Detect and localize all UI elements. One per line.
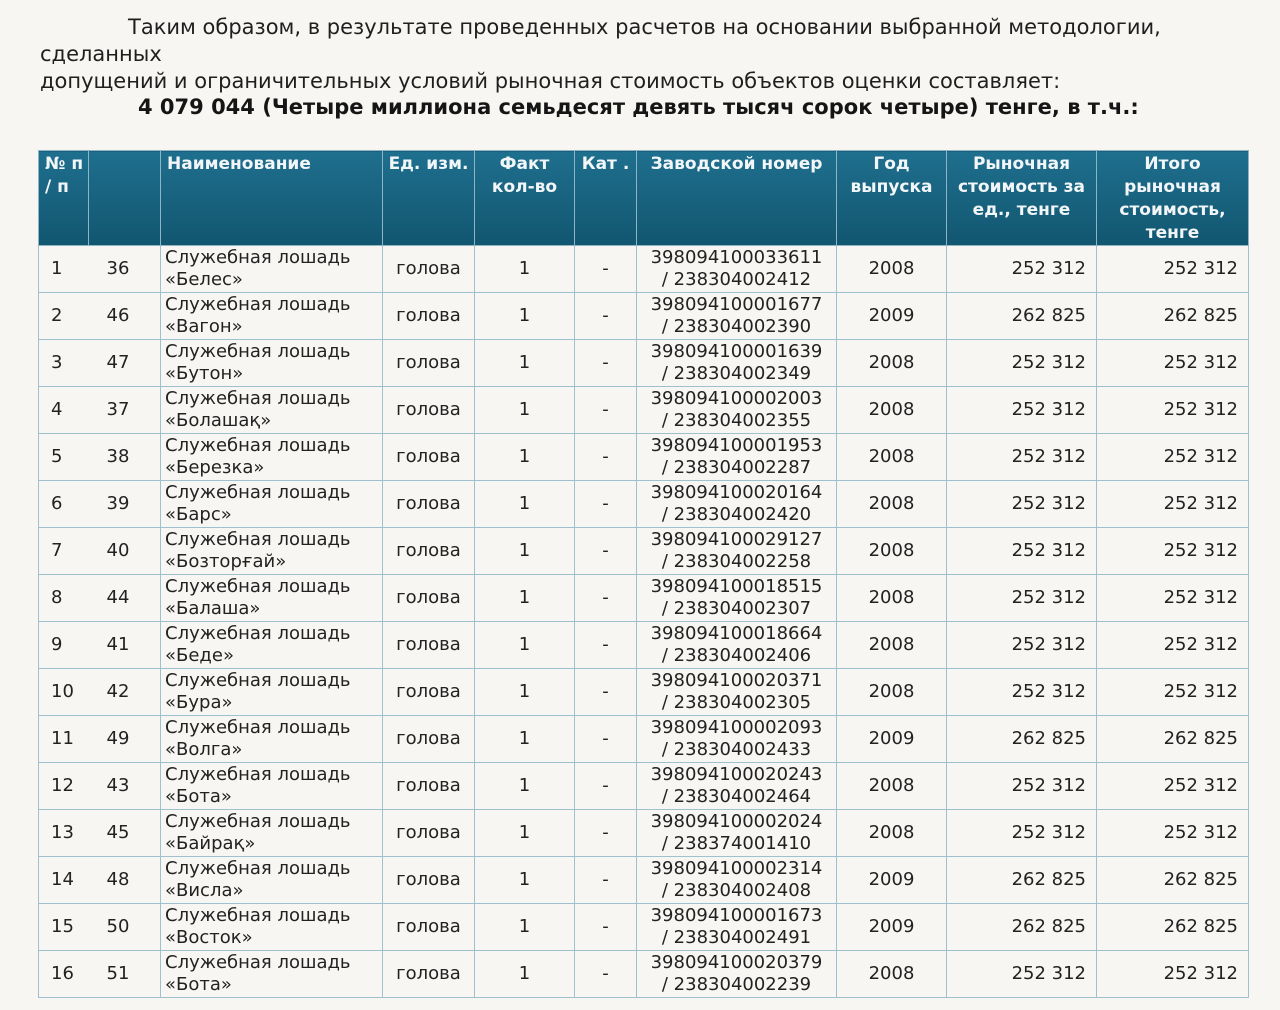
total-price-cell: 262 825 bbox=[1097, 716, 1249, 763]
unit-price-cell: 252 312 bbox=[947, 951, 1097, 998]
unit-price-cell: 252 312 bbox=[947, 622, 1097, 669]
serial-number-line-2: / 238304002408 bbox=[661, 880, 812, 901]
row-number: 4 bbox=[39, 387, 89, 434]
row-number: 2 bbox=[39, 293, 89, 340]
unit-cell: голова bbox=[383, 716, 475, 763]
category-cell: - bbox=[575, 293, 637, 340]
unit-price-cell: 252 312 bbox=[947, 387, 1097, 434]
year-cell: 2008 bbox=[837, 528, 947, 575]
serial-number-line-2: / 238304002349 bbox=[661, 363, 812, 384]
year-cell: 2009 bbox=[837, 904, 947, 951]
item-name-line-2: «Белес» bbox=[165, 269, 243, 290]
unit-price-cell: 252 312 bbox=[947, 434, 1097, 481]
serial-number-line-1: 398094100018515 bbox=[650, 576, 823, 597]
unit-cell: голова bbox=[383, 528, 475, 575]
year-cell: 2008 bbox=[837, 387, 947, 434]
header-num: № п / п bbox=[39, 151, 89, 246]
quantity-cell: 1 bbox=[475, 293, 575, 340]
inventory-id: 38 bbox=[89, 434, 161, 481]
table-body bbox=[39, 246, 1249, 998]
row-number: 9 bbox=[39, 622, 89, 669]
quantity-cell: 1 bbox=[475, 904, 575, 951]
inventory-id: 40 bbox=[89, 528, 161, 575]
year-cell: 2008 bbox=[837, 810, 947, 857]
category-cell: - bbox=[575, 575, 637, 622]
serial-number-line-2: / 238304002390 bbox=[661, 316, 812, 337]
row-number: 8 bbox=[39, 575, 89, 622]
header-cat: Кат . bbox=[575, 151, 637, 246]
serial-number-line-1: 398094100002003 bbox=[650, 388, 823, 409]
item-name-line-1: Служебная лошадь bbox=[165, 576, 351, 597]
inventory-id: 43 bbox=[89, 763, 161, 810]
item-name-line-2: «Беде» bbox=[165, 645, 234, 666]
header-spacer bbox=[89, 151, 161, 246]
unit-price-cell: 252 312 bbox=[947, 669, 1097, 716]
table-row bbox=[39, 528, 1249, 575]
serial-number-line-1: 398094100033611 bbox=[650, 247, 823, 268]
category-cell: - bbox=[575, 857, 637, 904]
serial-number bbox=[637, 293, 837, 340]
item-name-line-1: Служебная лошадь bbox=[165, 529, 351, 550]
table-row bbox=[39, 810, 1249, 857]
item-name-line-1: Служебная лошадь bbox=[165, 623, 351, 644]
total-price-cell: 252 312 bbox=[1097, 810, 1249, 857]
item-name-line-2: «Бутон» bbox=[165, 363, 244, 384]
serial-number-line-1: 398094100029127 bbox=[650, 529, 823, 550]
serial-number bbox=[637, 716, 837, 763]
unit-cell: голова bbox=[383, 481, 475, 528]
serial-number-line-2: / 238304002433 bbox=[661, 739, 812, 760]
unit-price-cell: 262 825 bbox=[947, 857, 1097, 904]
item-name-line-1: Служебная лошадь bbox=[165, 952, 351, 973]
inventory-id: 37 bbox=[89, 387, 161, 434]
total-price-cell: 252 312 bbox=[1097, 434, 1249, 481]
item-name-line-2: «Байрақ» bbox=[165, 833, 256, 854]
category-cell: - bbox=[575, 951, 637, 998]
serial-number-line-2: / 238304002258 bbox=[661, 551, 812, 572]
header-total: Итого рыночная стоимость, тенге bbox=[1097, 151, 1249, 246]
unit-cell: голова bbox=[383, 857, 475, 904]
category-cell: - bbox=[575, 669, 637, 716]
inventory-id: 48 bbox=[89, 857, 161, 904]
table-row bbox=[39, 951, 1249, 998]
year-cell: 2008 bbox=[837, 622, 947, 669]
quantity-cell: 1 bbox=[475, 622, 575, 669]
unit-price-cell: 252 312 bbox=[947, 340, 1097, 387]
total-price-cell: 252 312 bbox=[1097, 246, 1249, 293]
item-name bbox=[161, 481, 383, 528]
year-cell: 2008 bbox=[837, 246, 947, 293]
serial-number bbox=[637, 575, 837, 622]
inventory-id: 39 bbox=[89, 481, 161, 528]
serial-number bbox=[637, 669, 837, 716]
table-row bbox=[39, 669, 1249, 716]
valuation-table bbox=[38, 150, 1249, 998]
row-number: 1 bbox=[39, 246, 89, 293]
item-name-line-2: «Бозторғай» bbox=[165, 551, 287, 572]
item-name-line-2: «Барс» bbox=[165, 504, 232, 525]
unit-cell: голова bbox=[383, 434, 475, 481]
table-row bbox=[39, 857, 1249, 904]
quantity-cell: 1 bbox=[475, 434, 575, 481]
unit-cell: голова bbox=[383, 622, 475, 669]
item-name-line-1: Служебная лошадь bbox=[165, 670, 351, 691]
inventory-id: 41 bbox=[89, 622, 161, 669]
year-cell: 2008 bbox=[837, 340, 947, 387]
item-name bbox=[161, 810, 383, 857]
quantity-cell: 1 bbox=[475, 951, 575, 998]
header-price: Рыночная стоимость за ед., тенге bbox=[947, 151, 1097, 246]
item-name-line-1: Служебная лошадь bbox=[165, 764, 351, 785]
total-price-cell: 262 825 bbox=[1097, 293, 1249, 340]
serial-number-line-1: 398094100020371 bbox=[650, 670, 823, 691]
table-row bbox=[39, 246, 1249, 293]
item-name-line-1: Служебная лошадь bbox=[165, 482, 351, 503]
table-row bbox=[39, 763, 1249, 810]
inventory-id: 44 bbox=[89, 575, 161, 622]
item-name-line-1: Служебная лошадь bbox=[165, 294, 351, 315]
row-number: 14 bbox=[39, 857, 89, 904]
total-price-cell: 262 825 bbox=[1097, 904, 1249, 951]
inventory-id: 49 bbox=[89, 716, 161, 763]
unit-cell: голова bbox=[383, 246, 475, 293]
serial-number-line-2: / 238304002305 bbox=[661, 692, 812, 713]
total-price-cell: 252 312 bbox=[1097, 340, 1249, 387]
serial-number bbox=[637, 622, 837, 669]
serial-number bbox=[637, 340, 837, 387]
inventory-id: 50 bbox=[89, 904, 161, 951]
item-name bbox=[161, 857, 383, 904]
serial-number bbox=[637, 528, 837, 575]
serial-number-line-2: / 238304002491 bbox=[661, 927, 812, 948]
table-row bbox=[39, 904, 1249, 951]
row-number: 7 bbox=[39, 528, 89, 575]
item-name-line-1: Служебная лошадь bbox=[165, 247, 351, 268]
unit-price-cell: 262 825 bbox=[947, 293, 1097, 340]
serial-number-line-2: / 238304002239 bbox=[661, 974, 812, 995]
item-name bbox=[161, 904, 383, 951]
serial-number bbox=[637, 434, 837, 481]
item-name-line-2: «Висла» bbox=[165, 880, 244, 901]
unit-cell: голова bbox=[383, 387, 475, 434]
header-serial: Заводской номер bbox=[637, 151, 837, 246]
serial-number-line-1: 398094100001953 bbox=[650, 435, 823, 456]
serial-number bbox=[637, 951, 837, 998]
total-price-cell: 252 312 bbox=[1097, 481, 1249, 528]
unit-price-cell: 262 825 bbox=[947, 904, 1097, 951]
serial-number-line-1: 398094100001639 bbox=[650, 341, 823, 362]
item-name-line-1: Служебная лошадь bbox=[165, 341, 351, 362]
serial-number-line-1: 398094100018664 bbox=[650, 623, 823, 644]
serial-number bbox=[637, 904, 837, 951]
table-row bbox=[39, 293, 1249, 340]
year-cell: 2008 bbox=[837, 434, 947, 481]
serial-number bbox=[637, 763, 837, 810]
quantity-cell: 1 bbox=[475, 481, 575, 528]
unit-cell: голова bbox=[383, 951, 475, 998]
unit-price-cell: 252 312 bbox=[947, 246, 1097, 293]
row-number: 11 bbox=[39, 716, 89, 763]
item-name-line-2: «Бота» bbox=[165, 974, 232, 995]
serial-number-line-2: / 238304002287 bbox=[661, 457, 812, 478]
item-name bbox=[161, 528, 383, 575]
item-name bbox=[161, 622, 383, 669]
category-cell: - bbox=[575, 904, 637, 951]
item-name-line-2: «Бота» bbox=[165, 786, 232, 807]
item-name-line-1: Служебная лошадь bbox=[165, 858, 351, 879]
serial-number-line-2: / 238304002420 bbox=[661, 504, 812, 525]
inventory-id: 51 bbox=[89, 951, 161, 998]
unit-cell: голова bbox=[383, 669, 475, 716]
year-cell: 2008 bbox=[837, 669, 947, 716]
year-cell: 2008 bbox=[837, 575, 947, 622]
category-cell: - bbox=[575, 716, 637, 763]
serial-number-line-1: 398094100002314 bbox=[650, 858, 823, 879]
unit-cell: голова bbox=[383, 575, 475, 622]
quantity-cell: 1 bbox=[475, 763, 575, 810]
inventory-id: 45 bbox=[89, 810, 161, 857]
item-name-line-2: «Вагон» bbox=[165, 316, 243, 337]
row-number: 13 bbox=[39, 810, 89, 857]
item-name bbox=[161, 951, 383, 998]
table-row bbox=[39, 387, 1249, 434]
unit-price-cell: 252 312 bbox=[947, 481, 1097, 528]
serial-number-line-1: 398094100020164 bbox=[650, 482, 823, 503]
quantity-cell: 1 bbox=[475, 716, 575, 763]
item-name-line-2: «Болашақ» bbox=[165, 410, 272, 431]
total-value-summary: 4 079 044 (Четыре миллиона семьдесят девять тысяч сорок четыре) тенге, в т.ч.: bbox=[138, 95, 1139, 119]
item-name bbox=[161, 763, 383, 810]
unit-price-cell: 252 312 bbox=[947, 810, 1097, 857]
item-name-line-1: Служебная лошадь bbox=[165, 435, 351, 456]
serial-number-line-1: 398094100001673 bbox=[650, 905, 823, 926]
serial-number-line-2: / 238304002406 bbox=[661, 645, 812, 666]
row-number: 16 bbox=[39, 951, 89, 998]
header-name: Наименование bbox=[161, 151, 383, 246]
inventory-id: 36 bbox=[89, 246, 161, 293]
item-name bbox=[161, 387, 383, 434]
total-price-cell: 252 312 bbox=[1097, 528, 1249, 575]
table-header-row bbox=[39, 151, 1249, 246]
year-cell: 2009 bbox=[837, 857, 947, 904]
total-price-cell: 252 312 bbox=[1097, 763, 1249, 810]
item-name-line-1: Служебная лошадь bbox=[165, 717, 351, 738]
category-cell: - bbox=[575, 481, 637, 528]
serial-number-line-2: / 238304002307 bbox=[661, 598, 812, 619]
serial-number bbox=[637, 387, 837, 434]
item-name bbox=[161, 434, 383, 481]
category-cell: - bbox=[575, 340, 637, 387]
item-name-line-1: Служебная лошадь bbox=[165, 388, 351, 409]
unit-price-cell: 252 312 bbox=[947, 528, 1097, 575]
inventory-id: 46 bbox=[89, 293, 161, 340]
unit-cell: голова bbox=[383, 763, 475, 810]
item-name bbox=[161, 293, 383, 340]
category-cell: - bbox=[575, 528, 637, 575]
quantity-cell: 1 bbox=[475, 387, 575, 434]
unit-price-cell: 252 312 bbox=[947, 763, 1097, 810]
total-price-cell: 252 312 bbox=[1097, 387, 1249, 434]
category-cell: - bbox=[575, 246, 637, 293]
header-qty: Факт кол-во bbox=[475, 151, 575, 246]
item-name-line-1: Служебная лошадь bbox=[165, 811, 351, 832]
quantity-cell: 1 bbox=[475, 246, 575, 293]
item-name bbox=[161, 716, 383, 763]
serial-number-line-2: / 238304002412 bbox=[661, 269, 812, 290]
year-cell: 2009 bbox=[837, 716, 947, 763]
unit-cell: голова bbox=[383, 904, 475, 951]
category-cell: - bbox=[575, 810, 637, 857]
intro-paragraph bbox=[40, 14, 1260, 95]
row-number: 5 bbox=[39, 434, 89, 481]
table-row bbox=[39, 340, 1249, 387]
intro-line-1: Таким образом, в результате проведенных расчетов на основании выбранной методологии, сделанных bbox=[40, 15, 1161, 66]
row-number: 6 bbox=[39, 481, 89, 528]
table-row bbox=[39, 481, 1249, 528]
unit-cell: голова bbox=[383, 293, 475, 340]
quantity-cell: 1 bbox=[475, 857, 575, 904]
quantity-cell: 1 bbox=[475, 669, 575, 716]
serial-number-line-2: / 238374001410 bbox=[661, 833, 812, 854]
serial-number bbox=[637, 246, 837, 293]
serial-number-line-1: 398094100001677 bbox=[650, 294, 823, 315]
serial-number-line-1: 398094100020243 bbox=[650, 764, 823, 785]
category-cell: - bbox=[575, 387, 637, 434]
total-price-cell: 262 825 bbox=[1097, 857, 1249, 904]
unit-cell: голова bbox=[383, 340, 475, 387]
row-number: 15 bbox=[39, 904, 89, 951]
serial-number bbox=[637, 810, 837, 857]
total-price-cell: 252 312 bbox=[1097, 951, 1249, 998]
serial-number bbox=[637, 857, 837, 904]
row-number: 3 bbox=[39, 340, 89, 387]
header-unit: Ед. изм. bbox=[383, 151, 475, 246]
item-name-line-2: «Волга» bbox=[165, 739, 243, 760]
serial-number-line-2: / 238304002464 bbox=[661, 786, 812, 807]
year-cell: 2008 bbox=[837, 481, 947, 528]
total-price-cell: 252 312 bbox=[1097, 622, 1249, 669]
year-cell: 2008 bbox=[837, 951, 947, 998]
unit-cell: голова bbox=[383, 810, 475, 857]
inventory-id: 47 bbox=[89, 340, 161, 387]
serial-number bbox=[637, 481, 837, 528]
item-name-line-2: «Березка» bbox=[165, 457, 265, 478]
item-name bbox=[161, 575, 383, 622]
inventory-id: 42 bbox=[89, 669, 161, 716]
serial-number-line-1: 398094100020379 bbox=[650, 952, 823, 973]
row-number: 10 bbox=[39, 669, 89, 716]
item-name-line-1: Служебная лошадь bbox=[165, 905, 351, 926]
category-cell: - bbox=[575, 622, 637, 669]
item-name bbox=[161, 669, 383, 716]
serial-number-line-1: 398094100002024 bbox=[650, 811, 823, 832]
category-cell: - bbox=[575, 763, 637, 810]
quantity-cell: 1 bbox=[475, 575, 575, 622]
total-price-cell: 252 312 bbox=[1097, 575, 1249, 622]
category-cell: - bbox=[575, 434, 637, 481]
quantity-cell: 1 bbox=[475, 810, 575, 857]
item-name bbox=[161, 246, 383, 293]
table-row bbox=[39, 575, 1249, 622]
intro-line-2: допущений и ограничительных условий рыночная стоимость объектов оценки составляет: bbox=[40, 69, 1061, 93]
year-cell: 2008 bbox=[837, 763, 947, 810]
table-row bbox=[39, 622, 1249, 669]
year-cell: 2009 bbox=[837, 293, 947, 340]
table-row bbox=[39, 716, 1249, 763]
serial-number-line-1: 398094100002093 bbox=[650, 717, 823, 738]
quantity-cell: 1 bbox=[475, 528, 575, 575]
table-row bbox=[39, 434, 1249, 481]
unit-price-cell: 252 312 bbox=[947, 575, 1097, 622]
quantity-cell: 1 bbox=[475, 340, 575, 387]
unit-price-cell: 262 825 bbox=[947, 716, 1097, 763]
total-price-cell: 252 312 bbox=[1097, 669, 1249, 716]
item-name-line-2: «Бура» bbox=[165, 692, 233, 713]
serial-number-line-2: / 238304002355 bbox=[661, 410, 812, 431]
row-number: 12 bbox=[39, 763, 89, 810]
item-name-line-2: «Восток» bbox=[165, 927, 253, 948]
header-year: Год выпуска bbox=[837, 151, 947, 246]
item-name bbox=[161, 340, 383, 387]
item-name-line-2: «Балаша» bbox=[165, 598, 261, 619]
